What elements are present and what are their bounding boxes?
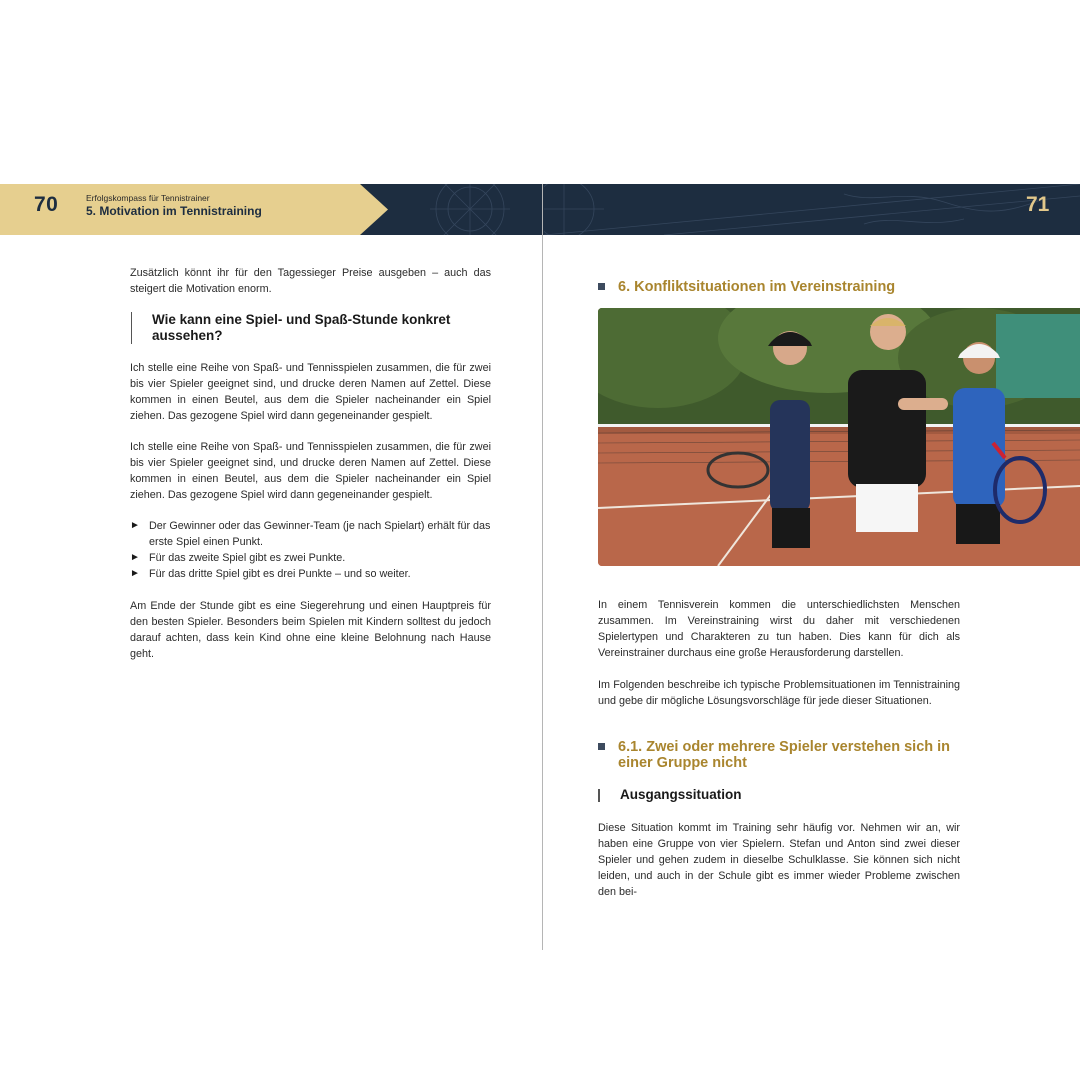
arrow-right-icon: ► xyxy=(130,568,140,579)
list-item: ► Der Gewinner oder das Gewinner-Team (je nach Spielart) erhält für das erste Spiel einen Punkt. xyxy=(130,520,491,548)
paragraph-3: Am Ende der Stunde gibt es eine Siegerehrung und einen Hauptpreis für den besten Spieler. Besonders beim Spielen mit Kindern solltest du jedoch darauf achten, dass kein Kind ohne eine kleine Belohnung nach Hause geht. xyxy=(130,600,491,660)
list-item: ► Für das zweite Spiel gibt es zwei Punkte. xyxy=(130,552,346,564)
tennis-training-photo xyxy=(598,308,1080,566)
intro-paragraph: Zusätzlich könnt ihr für den Tagessieger Preise ausgeben – auch das steigert die Motivation enorm. xyxy=(130,267,491,295)
map-decoration-icon xyxy=(544,184,1080,235)
list-item: ► Für das dritte Spiel gibt es drei Punkte – und so weiter. xyxy=(130,568,411,580)
paragraph-right-3: Diese Situation kommt im Training sehr häufig vor. Nehmen wir an, wir haben eine Gruppe von vier Spielern. Stefan und Anton sind zwei dieser Spieler und gehen zudem in dieselbe Schulklasse. Sie können sich nicht leiden, und auch in der Schule gibt es immer wieder Probleme zwischen den bei- xyxy=(598,822,960,898)
subheading-left: Wie kann eine Spiel- und Spaß-Stunde konkret aussehen? xyxy=(131,312,522,344)
heading-bar-icon xyxy=(598,789,600,802)
section-heading: 6. Konfliktsituationen im Vereinstraining xyxy=(598,279,958,295)
page-number-right: 71 xyxy=(1026,193,1050,216)
paragraph-right-2: Im Folgenden beschreibe ich typische Problemsituationen im Tennistraining und gebe dir mögliche Lösungsvorschläge für jede dieser Situationen. xyxy=(598,679,960,707)
header-band-right xyxy=(544,184,1080,235)
paragraph-1: Ich stelle eine Reihe von Spaß- und Tennisspielen zusammen, die für zwei bis vier Spieler geeignet sind, und drucke deren Namen auf Zettel. Diese kommen in einen Beutel, aus dem die Spieler nacheinander ein Spiel ziehen. Das gezogene Spiel wird dann gegeneinander gespielt. xyxy=(130,362,491,422)
paragraph-2: Ich stelle eine Reihe von Spaß- und Tennisspielen zusammen, die für zwei bis vier Spieler geeignet sind, und drucke deren Namen auf Zettel. Diese kommen in einen Beutel, aus dem die Spieler nacheinander ein Spiel ziehen. Das gezogene Spiel wird dann gegeneinander gespielt. xyxy=(130,441,491,501)
subsection-heading: 6.1. Zwei oder mehrere Spieler verstehen sich in einer Gruppe nicht xyxy=(598,739,958,771)
book-title: Erfolgskompass für Tennistrainer xyxy=(86,193,210,203)
photo-illustration xyxy=(598,308,1080,566)
square-bullet-icon xyxy=(598,743,605,750)
arrow-right-icon: ► xyxy=(130,520,140,531)
page-number-left: 70 xyxy=(34,193,59,216)
chapter-title: 5. Motivation im Tennistraining xyxy=(86,204,262,218)
bullet-list xyxy=(130,518,500,582)
subheading-right: Ausgangssituation xyxy=(598,787,958,803)
paragraph-right-1: In einem Tennisverein kommen die unterschiedlichsten Menschen zusammen. Im Vereinstraining wirst du daher mit verschiedenen Spielertypen und Charakteren zu tun haben. Dies kann für dich als Vereinstrainer durchaus eine große Herausforderung darstellen. xyxy=(598,599,960,659)
square-bullet-icon xyxy=(598,283,605,290)
arrow-right-icon: ► xyxy=(130,552,140,563)
page-gutter xyxy=(542,184,543,950)
